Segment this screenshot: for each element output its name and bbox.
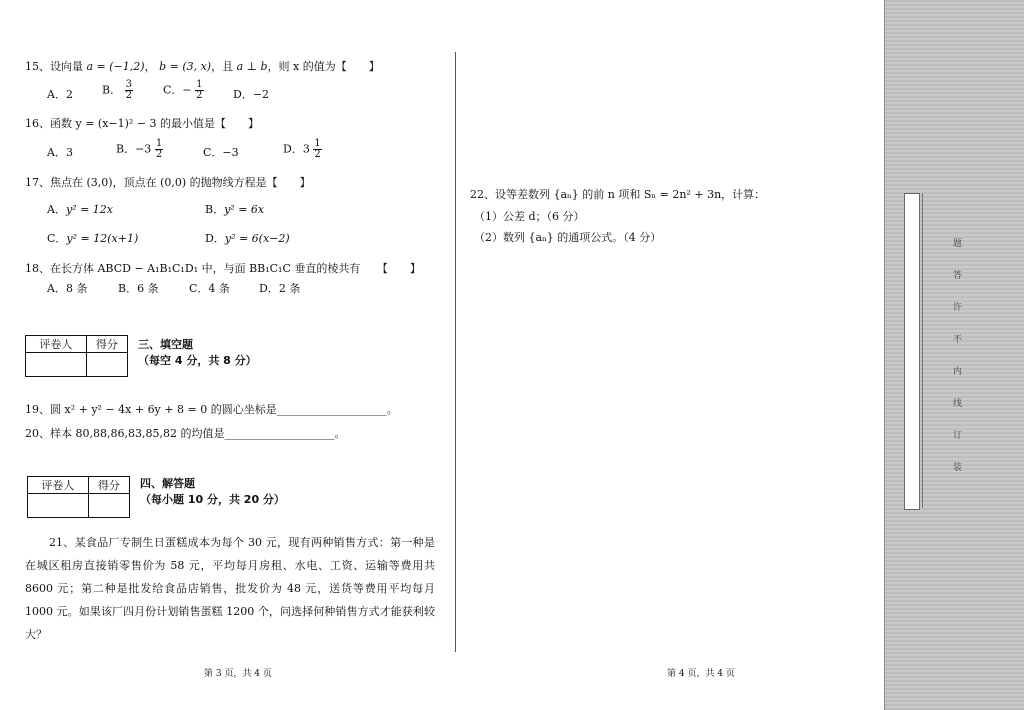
q15-option-b <box>102 80 133 101</box>
denominator: 2 <box>125 90 132 101</box>
binding-char: 线 <box>953 399 963 409</box>
grader-cell[interactable] <box>26 353 87 377</box>
q16-option-c <box>203 146 239 160</box>
option-label: A． <box>47 203 66 216</box>
q17-option-c <box>47 232 138 246</box>
q15-option-d <box>233 88 269 102</box>
question-20: 20、样本 80,88,86,83,85,82 的均值是____________________。 <box>25 427 346 440</box>
option-text: y² = 6x <box>224 203 265 216</box>
binding-char: 订 <box>953 431 963 441</box>
q18-option-d <box>259 282 300 296</box>
q15-option-a <box>47 88 73 102</box>
option-label: B． <box>205 203 225 216</box>
option-label: C． <box>189 282 209 295</box>
page-footer-left: 第 3 页，共 4 页 <box>204 669 272 679</box>
question-21: 21、某食品厂专制生日蛋糕成本为每个 30 元，现有两种销售方式：第一种是在城区租房直接销零售价为 58 元，平均每月房租、水电、工资、运输等费用共 8600 元；第二种是批发给食品店销售，批发价为 48 元，送货等费用平均每月 1000 元。如果该厂四月份计划销售蛋糕 1200 个，问选择何种销售方式才能获利较大？ <box>25 536 435 641</box>
binding-char: 内 <box>953 367 963 377</box>
section-4-title: 四、解答题 <box>140 477 195 490</box>
q15-stem-end: ，则 x 的值为【 】 <box>267 60 380 73</box>
q15-vector-a: a = (−1,2) <box>86 60 145 73</box>
q15-stem-start: 15、设向量 <box>25 60 83 73</box>
q15-perpendicular: a ⊥ b <box>236 60 268 73</box>
section-3-title: 三、填空题 <box>138 338 193 351</box>
question-19: 19、圆 x² + y² − 4x + 6y + 8 = 0 的圆心坐标是____________________。 <box>25 403 398 416</box>
option-label: D． <box>283 142 303 156</box>
option-label: A． <box>47 88 66 101</box>
section-3-subtitle: （每空 4 分，共 8 分） <box>138 354 257 367</box>
score-table-section-4 <box>27 476 130 518</box>
option-label: D． <box>233 88 253 101</box>
question-18: 18、在长方体 ABCD − A₁B₁C₁D₁ 中，与面 BB₁C₁C 垂直的棱共有 【 】 <box>25 262 421 275</box>
numerator: 1 <box>196 79 203 90</box>
option-label: B． <box>118 282 138 295</box>
option-label: C． <box>47 232 67 245</box>
option-label: C． <box>203 146 223 159</box>
q15-option-c <box>163 80 204 101</box>
score-cell[interactable] <box>88 494 129 518</box>
denominator: 2 <box>196 90 203 101</box>
option-prefix: −3 <box>135 142 152 156</box>
option-text: 3 <box>65 146 73 159</box>
q17-option-a <box>47 203 113 217</box>
option-text: y² = 12x <box>65 203 113 216</box>
section-4-subtitle: （每小题 10 分，共 20 分） <box>140 493 285 506</box>
q15-and: ，且 <box>211 60 234 73</box>
score-cell[interactable] <box>86 353 127 377</box>
score-table-section-3 <box>25 335 128 377</box>
question-22: 22、设等差数列 {aₙ} 的前 n 项和 Sₙ = 2n² + 3n，计算： <box>470 188 766 201</box>
option-text: −2 <box>252 88 270 101</box>
option-text: 2 条 <box>278 282 301 295</box>
binding-box <box>904 193 920 510</box>
q18-option-a <box>47 282 87 296</box>
q17-option-d <box>205 232 290 246</box>
binding-char: 装 <box>953 463 963 473</box>
option-label: D． <box>259 282 279 295</box>
binding-line <box>922 193 923 508</box>
q16-option-b <box>116 139 163 160</box>
option-label: A． <box>47 282 66 295</box>
binding-char: 不 <box>953 335 963 345</box>
option-text: 4 条 <box>208 282 230 295</box>
question-16: 16、函数 y = (x−1)² − 3 的最小值是【 】 <box>25 117 260 130</box>
grader-header: 评卷人 <box>28 477 89 494</box>
binding-char: 许 <box>953 303 963 313</box>
q17-option-b <box>205 203 264 217</box>
q16-option-d <box>283 139 322 160</box>
option-text: −3 <box>222 146 239 159</box>
option-label: B． <box>116 142 136 156</box>
q18-option-b <box>118 282 159 296</box>
option-text: y² = 12(x+1) <box>66 232 139 245</box>
score-header: 得分 <box>86 336 127 353</box>
binding-char: 题 <box>953 239 963 249</box>
option-text: 6 条 <box>137 282 159 295</box>
numerator: 1 <box>314 138 321 149</box>
option-text: 2 <box>65 88 73 101</box>
binding-char: 答 <box>953 271 963 281</box>
numerator: 3 <box>125 79 132 90</box>
question-22-part-1: （1）公差 d；（6 分） <box>474 210 585 223</box>
option-text: 8 条 <box>65 282 88 295</box>
option-prefix: 3 <box>302 142 310 156</box>
question-22-part-2: （2）数列 {aₙ} 的通项公式。（4 分） <box>474 231 662 244</box>
option-prefix: − <box>182 83 192 97</box>
q18-option-c <box>189 282 230 296</box>
column-divider <box>455 52 456 652</box>
page-footer-right: 第 4 页，共 4 页 <box>667 669 735 679</box>
denominator: 2 <box>314 149 321 160</box>
question-15 <box>25 60 380 74</box>
option-label: C． <box>163 83 183 97</box>
q16-option-a <box>47 146 73 160</box>
option-label: D． <box>205 232 225 245</box>
grader-cell[interactable] <box>28 494 89 518</box>
option-label: B． <box>102 83 122 97</box>
score-header: 得分 <box>88 477 129 494</box>
question-17: 17、焦点在 (3,0)，顶点在 (0,0) 的抛物线方程是【 】 <box>25 176 311 189</box>
denominator: 2 <box>155 149 163 160</box>
numerator: 1 <box>155 138 163 149</box>
q15-vector-b: b = (3, x) <box>159 60 212 73</box>
grader-header: 评卷人 <box>26 336 87 353</box>
fraction <box>313 139 321 160</box>
fraction <box>125 80 133 101</box>
option-text: y² = 6(x−2) <box>224 232 290 245</box>
fraction <box>155 139 163 160</box>
fraction <box>195 80 203 101</box>
option-label: A． <box>47 146 66 159</box>
q15-comma: ， <box>144 60 156 73</box>
